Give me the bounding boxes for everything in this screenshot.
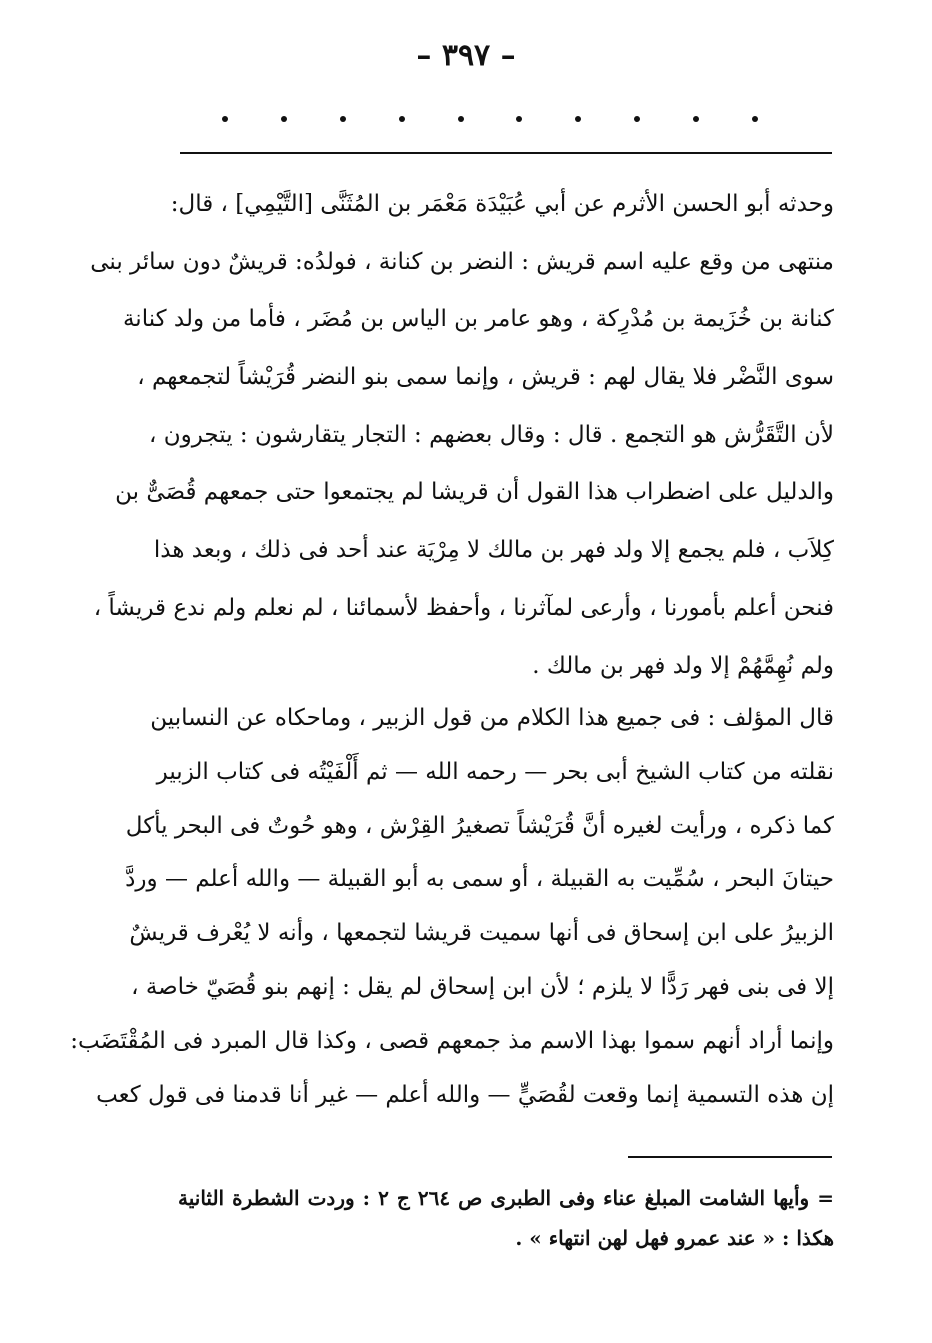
header-rule: [180, 152, 832, 154]
text-line: والدليل على اضطراب هذا القول أن قريشا لم يجتمعوا حتى جمعهم قُصَىٌّ بن: [115, 479, 834, 506]
dot: [575, 116, 581, 122]
page-number: – ٣٩٧ –: [416, 38, 516, 73]
text-line: كنانة بن خُزَيمة بن مُدْرِكة ، وهو عامر بن الياس بن مُضَر ، فأما من ولد كنانة: [122, 306, 834, 333]
text-line: ولم نُهِمَّهُمْ إلا ولد فهر بن مالك .: [532, 652, 834, 679]
dot: [399, 116, 405, 122]
text-line: فنحن أعلم بأمورنا ، وأرعى لمآثرنا ، وأحفظ لأسمائنا ، لم نعلم ولم ندع قريشاً ،: [93, 594, 834, 621]
text-line: سوى النَّضْر فلا يقال لهم : قريش ، وإنما سمى بنو النضر قُرَيْشاً لتجمعهم ،: [137, 364, 834, 391]
text-line: قال المؤلف : فى جميع هذا الكلام من قول الزبير ، وماحكاه عن النسابين: [150, 705, 834, 731]
dot: [516, 116, 522, 122]
text-line: الزبيرُ على ابن إسحاق فى أنها سميت قريشا لتجمعها ، وأنه لا يُعْرف قريشٌ: [129, 920, 834, 947]
text-line: حيتانَ البحر ، سُمِّيت به القبيلة ، أو سمى به أبو القبيلة — والله أعلم — وردَّ: [125, 866, 834, 893]
footnote: [178, 1178, 834, 1258]
text-line: كِلاَب ، فلم يجمع إلا ولد فهر بن مالك لا مِرْيَة عند أحد فى ذلك ، وبعد هذا: [153, 537, 834, 564]
ornamental-dots: [222, 116, 758, 122]
dot: [458, 116, 464, 122]
text-line: منتهى من وقع عليه اسم قريش : النضر بن كنانة ، فولدُه: قريشٌ دون سائر بنى: [90, 248, 834, 275]
text-line: نقلته من كتاب الشيخ أبى بحر — رحمه الله — ثم أَلْفَيْتُه فى كتاب الزبير: [156, 758, 834, 785]
dot: [222, 116, 228, 122]
paragraph-2: [70, 692, 834, 1122]
footnote-line: هكذا : « عند عمرو فهل لهن انتهاء » .: [515, 1226, 834, 1250]
text-line: كما ذكره ، ورأيت لغيره أنَّ قُرَيْشاً تصغيرُ القِرْش ، وهو حُوتٌ فى البحر يأكل: [125, 812, 834, 839]
text-line: إلا فى بنى فهر رَدًّا لا يلزم ؛ لأن ابن إسحاق لم يقل : إنهم بنو قُصَيّ خاصة ،: [131, 973, 834, 1000]
footnote-line: = وأيها الشامت المبلغ عناء وفى الطبرى ص ٢٦٤ ج ٢ : وردت الشطرة الثانية: [178, 1186, 834, 1210]
text-line: وحدثه أبو الحسن الأثرم عن أبي عُبَيْدَة مَعْمَر بن المُثَنَّى [التَّيْمِي] ، قال:: [170, 191, 834, 217]
dot: [281, 116, 287, 122]
dot: [634, 116, 640, 122]
paragraph-1: [90, 176, 834, 695]
text-line: لأن التَّقَرُّش هو التجمع . قال : وقال بعضهم : التجار يتقارشون : يتجرون ،: [148, 421, 834, 448]
dot: [340, 116, 346, 122]
text-line: إن هذه التسمية إنما وقعت لقُصَيٍّ — والله أعلم — غير أنا قدمنا فى قول كعب: [96, 1081, 834, 1108]
text-line: وإنما أراد أنهم سموا بهذا الاسم مذ جمعهم قصى ، وكذا قال المبرد فى المُقْتَضَب:: [70, 1027, 834, 1054]
dot: [693, 116, 699, 122]
dot: [752, 116, 758, 122]
footnote-rule: [628, 1156, 832, 1158]
